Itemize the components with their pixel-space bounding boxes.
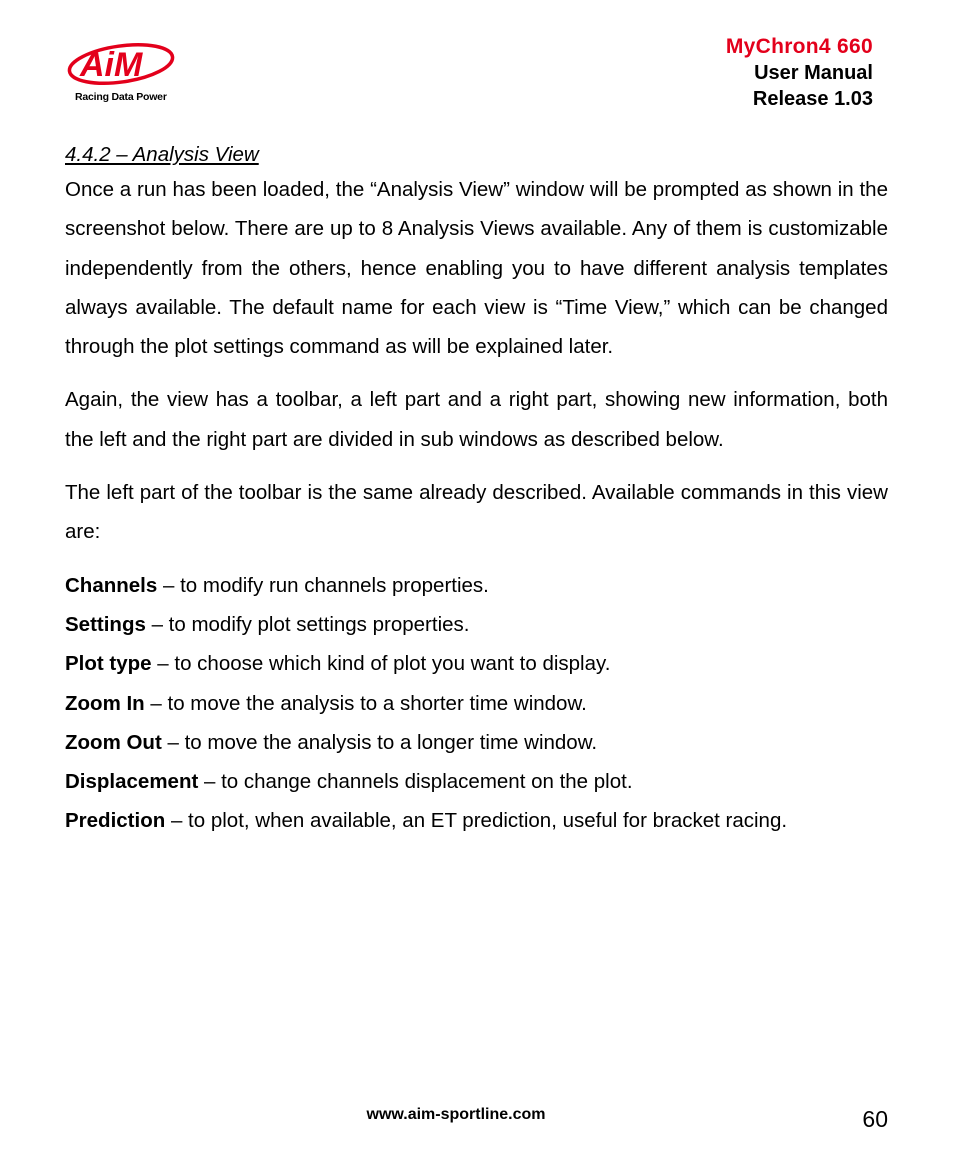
doc-title: User Manual bbox=[754, 62, 873, 84]
command-desc: – to modify run channels properties. bbox=[157, 573, 489, 597]
footer-url: www.aim-sportline.com bbox=[366, 1106, 546, 1123]
command-desc: – to move the analysis to a longer time window. bbox=[161, 730, 598, 754]
command-desc: – to plot, when available, an ET prediction, useful for bracket racing. bbox=[165, 809, 788, 833]
paragraph: Once a run has been loaded, the “Analysis View” window will be prompted as shown in the screenshot below. There are up to 8 Analysis Views available. Any of them is customizable independently from the others, hence enabling you to have different analysis templates always available. The default name for each view is “Time View,” which can be changed through the plot settings command as will be explained later. bbox=[65, 178, 888, 359]
page-number: 60 bbox=[862, 1106, 888, 1132]
command-desc: – to change channels displacement on the plot. bbox=[198, 770, 633, 794]
command-item bbox=[65, 723, 888, 762]
paragraph: The left part of the toolbar is the same already described. Available commands in this view are: bbox=[65, 481, 888, 544]
command-list bbox=[65, 566, 888, 841]
command-item bbox=[65, 762, 888, 801]
command-item bbox=[65, 801, 888, 840]
command-name: Plot type bbox=[65, 652, 152, 676]
page-content bbox=[65, 140, 888, 841]
logo-tagline: Racing Data Power bbox=[75, 91, 167, 103]
section-title: 4.4.2 – Analysis View bbox=[65, 143, 259, 166]
command-name: Settings bbox=[65, 612, 146, 636]
product-name: MyChron4 660 bbox=[725, 35, 873, 58]
command-item bbox=[65, 605, 888, 644]
command-name: Zoom In bbox=[65, 691, 145, 715]
command-desc: – to modify plot settings properties. bbox=[145, 612, 470, 636]
release-label: Release 1.03 bbox=[752, 88, 873, 110]
command-desc: – to choose which kind of plot you want to display. bbox=[151, 652, 611, 676]
aim-logo-mark bbox=[66, 38, 178, 88]
command-item bbox=[65, 684, 888, 723]
command-name: Prediction bbox=[65, 809, 166, 833]
command-name: Zoom Out bbox=[65, 730, 162, 754]
command-item bbox=[65, 644, 888, 683]
paragraph: Again, the view has a toolbar, a left part and a right part, showing new information, both the left and the right part are divided in sub windows as described below. bbox=[65, 388, 888, 451]
svg-text:AiM: AiM bbox=[80, 46, 143, 84]
command-item bbox=[65, 566, 888, 605]
document-header bbox=[726, 34, 873, 112]
command-desc: – to move the analysis to a shorter time window. bbox=[144, 691, 587, 715]
command-name: Channels bbox=[65, 573, 158, 597]
command-name: Displacement bbox=[65, 770, 199, 794]
aim-logo bbox=[66, 38, 186, 108]
